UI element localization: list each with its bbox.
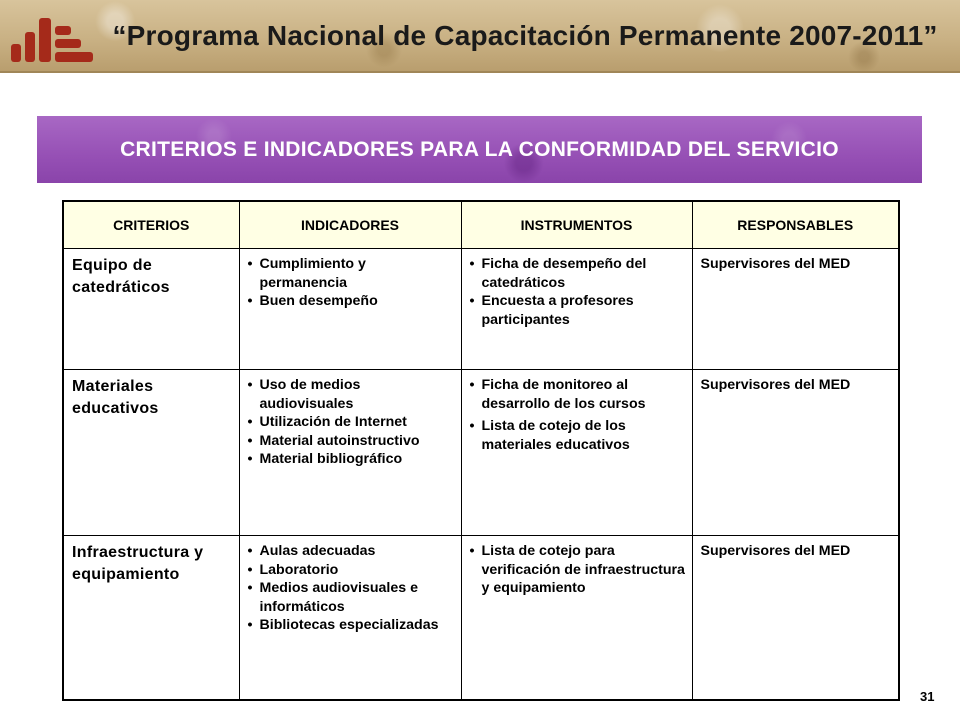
bar-chart-logo-icon — [9, 14, 97, 64]
criterio-cell: Materiales educativos — [63, 370, 239, 536]
list-item: • Buen desempeño — [248, 292, 455, 311]
column-header: INDICADORES — [239, 201, 461, 249]
responsables-cell: Supervisores del MED — [692, 370, 899, 536]
column-header: RESPONSABLES — [692, 201, 899, 249]
indicadores-cell — [239, 370, 461, 536]
list-item: • Bibliotecas especializadas — [248, 616, 455, 635]
list-item: • Encuesta a profesores participantes — [470, 292, 686, 329]
slide-header — [0, 0, 960, 73]
list-item: • Cumplimiento y permanencia — [248, 255, 455, 292]
list-item: • Uso de medios audiovisuales — [248, 376, 455, 413]
column-header: CRITERIOS — [63, 201, 239, 249]
list-item: • Lista de cotejo de los materiales educativos — [470, 417, 686, 454]
criterio-cell: Infraestructura y equipamiento — [63, 536, 239, 700]
table-row — [63, 370, 899, 536]
column-header: INSTRUMENTOS — [461, 201, 692, 249]
criteria-table — [62, 200, 900, 701]
instrumentos-cell — [461, 536, 692, 700]
instrumentos-cell — [461, 370, 692, 536]
list-item: • Medios audiovisuales e informáticos — [248, 579, 455, 616]
page-number: 31 — [920, 689, 935, 704]
section-banner — [37, 116, 922, 183]
table-row — [63, 249, 899, 370]
list-item: • Aulas adecuadas — [248, 542, 455, 561]
criterio-cell: Equipo de catedráticos — [63, 249, 239, 370]
indicadores-cell — [239, 249, 461, 370]
list-item: • Material bibliográfico — [248, 450, 455, 469]
table-header-row — [63, 201, 899, 249]
list-item: • Lista de cotejo para verificación de infraestructura y equipamiento — [470, 542, 686, 598]
list-item: • Ficha de monitoreo al desarrollo de los cursos — [470, 376, 686, 413]
list-item: • Utilización de Internet — [248, 413, 455, 432]
responsables-cell: Supervisores del MED — [692, 249, 899, 370]
list-item: • Ficha de desempeño del catedráticos — [470, 255, 686, 292]
instrumentos-cell — [461, 249, 692, 370]
indicadores-cell — [239, 536, 461, 700]
section-heading: CRITERIOS E INDICADORES PARA LA CONFORMIDAD DEL SERVICIO — [120, 137, 839, 161]
page-title: “Programa Nacional de Capacitación Permanente 2007-2011” — [112, 20, 938, 51]
list-item: • Laboratorio — [248, 561, 455, 580]
list-item: • Material autoinstructivo — [248, 432, 455, 451]
table-row — [63, 536, 899, 700]
responsables-cell: Supervisores del MED — [692, 536, 899, 700]
